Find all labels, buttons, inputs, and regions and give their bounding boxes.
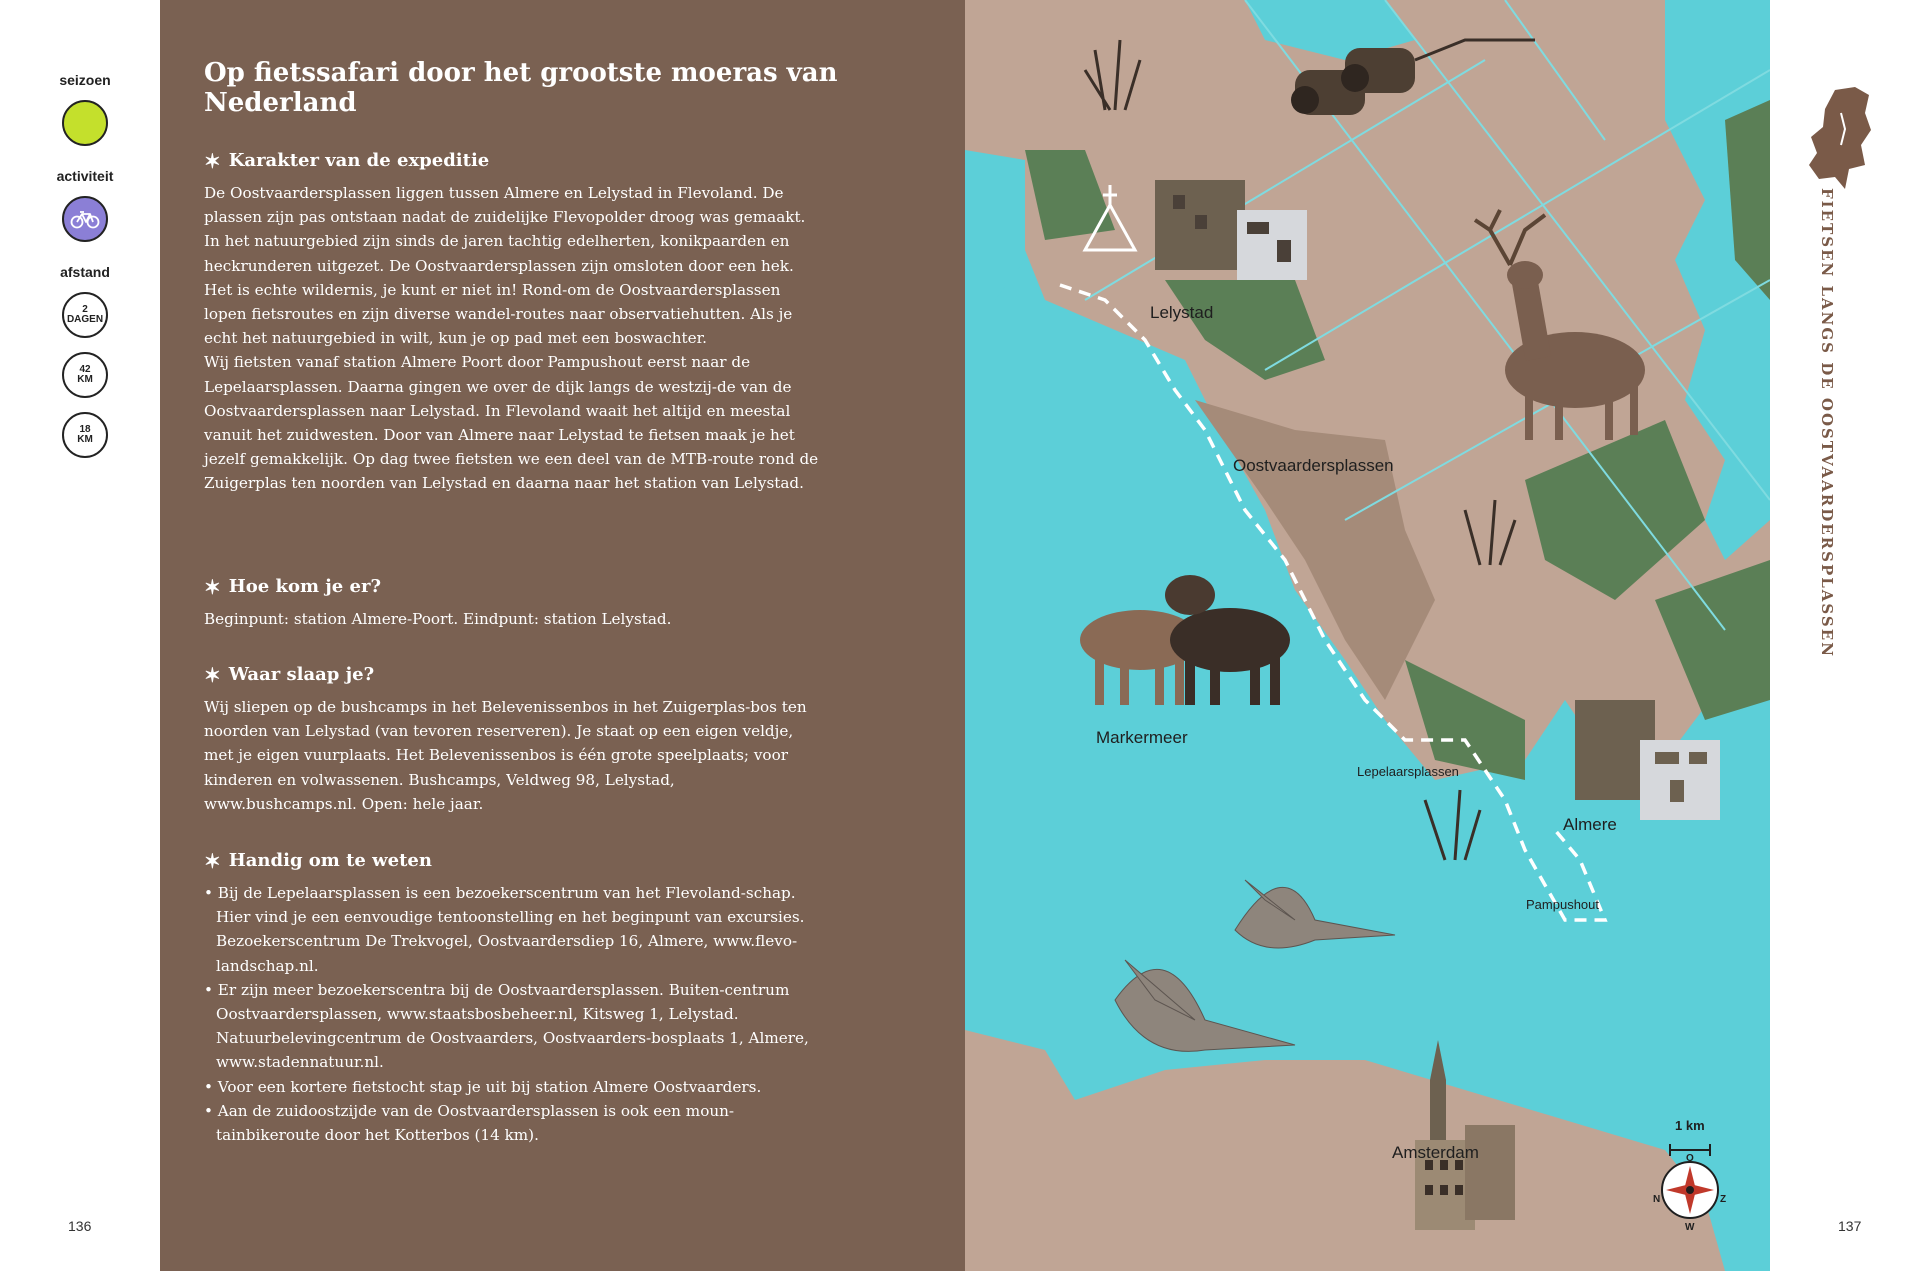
section-heading bbox=[204, 576, 824, 597]
section-character bbox=[204, 150, 824, 496]
star-icon: ✶ bbox=[204, 148, 221, 173]
map-label-oostvaardersplassen: Oostvaardersplassen bbox=[1233, 456, 1394, 475]
compass-top: O bbox=[1686, 1153, 1694, 1164]
page-title: Op fietssafari door het grootste moeras van Nederland bbox=[204, 58, 838, 118]
bullet-item: • Er zijn meer bezoekerscentra bij de Oostvaardersplassen. Buiten-centrum Oostvaardersplassen, www.staatsbosbeheer.nl, Kitsweg 1, Lelystad. Natuurbelevingcentrum de Oostvaarders, Oostvaarders-bosplaats 1, Almere, www.stadennatuur.nl. bbox=[204, 980, 809, 1072]
paragraph: Wij fietsten vanaf station Almere Poort door Pampushout eerst naar de Lepelaarsplassen. Daarna gingen we over de dijk langs de westzij-de van de Oostvaardersplassen naar Lelystad. In Flevoland waait het altijd en meestal vanuit het zuidwesten. Door van Almere naar Lelystad te fietsen maak je het jezelf gemakkelijk. Op dag twee fietsten we een deel van de MTB-route rond de Zuigerplas ten noorden van Lelystad en daarna naar het station van Lelystad. bbox=[204, 353, 819, 493]
forest-patch bbox=[1655, 560, 1770, 720]
compass-rose-icon bbox=[1662, 1162, 1718, 1218]
distance-unit-2: KM bbox=[77, 434, 93, 445]
section-heading bbox=[204, 150, 824, 171]
section-heading bbox=[204, 850, 824, 871]
map-label-lepelaarsplassen: Lepelaarsplassen bbox=[1357, 764, 1459, 779]
map-label-pampushout: Pampushout bbox=[1526, 897, 1599, 912]
bullet-item: • Voor een kortere fietstocht stap je uit bij station Almere Oostvaarders. bbox=[204, 1077, 762, 1096]
distance-badge-2 bbox=[62, 412, 108, 458]
paragraph: Wij sliepen op de bushcamps in het Belevenissenbos in het Zuigerplas-bos ten noorden van Lelystad (van tevoren reserveren). Je staat op een eigen veldje, met je eigen vuurplaats. Het Belevenissenbos is één grote speelplaats; voor kinderen en volwassenen. Bushcamps, Veldweg 98, Lelystad, www.bushcamps.nl. Open: hele jaar. bbox=[204, 698, 807, 813]
scale-label: 1 km bbox=[1675, 1118, 1705, 1133]
season-label: seizoen bbox=[59, 72, 111, 88]
bullet-item: • Bij de Lepelaarsplassen is een bezoekerscentrum van het Flevoland-schap. Hier vind je een eenvoudige tentoonstelling en het beginpunt van excursies. Bezoekerscentrum De Trekvogel, Oostvaardersdiep 16, Almere, www.flevo-landschap.nl. bbox=[204, 884, 805, 975]
section-getting-there bbox=[204, 576, 824, 631]
netherlands-map-icon bbox=[1805, 85, 1875, 195]
compass-bottom: W bbox=[1685, 1222, 1695, 1233]
activity-indicator bbox=[62, 196, 108, 242]
right-margin bbox=[1770, 0, 1920, 1271]
lelystad-buildings-icon bbox=[1155, 180, 1307, 280]
chapter-title-vertical: FIETSEN LANGS DE OOSTVAARDERSPLASSEN bbox=[1818, 188, 1836, 658]
section-heading-text: Karakter van de expeditie bbox=[228, 150, 490, 171]
section-body bbox=[204, 881, 824, 1147]
star-icon: ✶ bbox=[204, 662, 221, 687]
distance-value-1: 42 bbox=[79, 364, 91, 375]
section-body bbox=[204, 695, 824, 816]
compass-right: Z bbox=[1720, 1194, 1727, 1205]
star-icon: ✶ bbox=[204, 848, 221, 873]
map-label-markermeer: Markermeer bbox=[1096, 728, 1188, 747]
section-heading-text: Waar slaap je? bbox=[228, 664, 375, 685]
section-body bbox=[204, 607, 824, 631]
section-sleeping bbox=[204, 664, 824, 816]
section-heading-text: Hoe kom je er? bbox=[228, 576, 382, 597]
distance-value-2: 18 bbox=[79, 424, 91, 435]
section-heading bbox=[204, 664, 824, 685]
duration-value: 2 bbox=[82, 304, 88, 315]
map-canvas bbox=[965, 0, 1770, 1271]
section-heading-text: Handig om te weten bbox=[228, 850, 432, 871]
map-label-amsterdam: Amsterdam bbox=[1392, 1143, 1479, 1162]
map-label-almere: Almere bbox=[1563, 815, 1617, 834]
page-number-right: 137 bbox=[1838, 1218, 1862, 1234]
distance-unit-1: KM bbox=[77, 374, 93, 385]
page-number-left: 136 bbox=[68, 1218, 92, 1234]
season-indicator bbox=[62, 100, 108, 146]
distance-label: afstand bbox=[60, 264, 110, 280]
paragraph: Beginpunt: station Almere-Poort. Eindpunt: station Lelystad. bbox=[204, 610, 672, 628]
distance-badge-1 bbox=[62, 352, 108, 398]
duration-unit: DAGEN bbox=[66, 314, 104, 325]
forest-patch bbox=[1165, 280, 1325, 380]
compass-left: N bbox=[1653, 1194, 1661, 1205]
map-illustration bbox=[965, 0, 1770, 1271]
forest-patch bbox=[1525, 420, 1705, 600]
left-margin bbox=[0, 0, 160, 1271]
bullet-item: • Aan de zuidoostzijde van de Oostvaardersplassen is ook een moun-tainbikeroute door het Kotterbos (14 km). bbox=[204, 1101, 735, 1145]
section-good-to-know bbox=[204, 850, 824, 1147]
activity-label: activiteit bbox=[56, 168, 114, 184]
forest-patch bbox=[1405, 660, 1525, 780]
paragraph: De Oostvaardersplassen liggen tussen Almere en Lelystad in Flevoland. De plassen zijn pas ontstaan nadat de zuidelijke Flevopolder droog was gemaakt. In het natuurgebied zijn sinds de jaren tachtig edelherten, konikpaarden en heckrunderen uitgezet. De Oostvaardersplassen zijn omsloten door een hek. Het is echte wildernis, je kunt er niet in! Rond-om de Oostvaardersplassen lopen fietsroutes en zijn diverse wandel-routes naar observatiehutten. Als je echt het natuurgebied in wilt, kun je op pad met een boswachter. bbox=[204, 184, 806, 348]
deer-icon bbox=[1475, 210, 1645, 440]
article-panel bbox=[160, 0, 965, 1271]
star-icon: ✶ bbox=[204, 574, 221, 599]
forest-patch bbox=[1025, 150, 1115, 240]
bicycle-icon bbox=[70, 209, 100, 229]
duration-badge bbox=[62, 292, 108, 338]
map-label-lelystad: Lelystad bbox=[1150, 303, 1214, 322]
section-body bbox=[204, 181, 824, 496]
